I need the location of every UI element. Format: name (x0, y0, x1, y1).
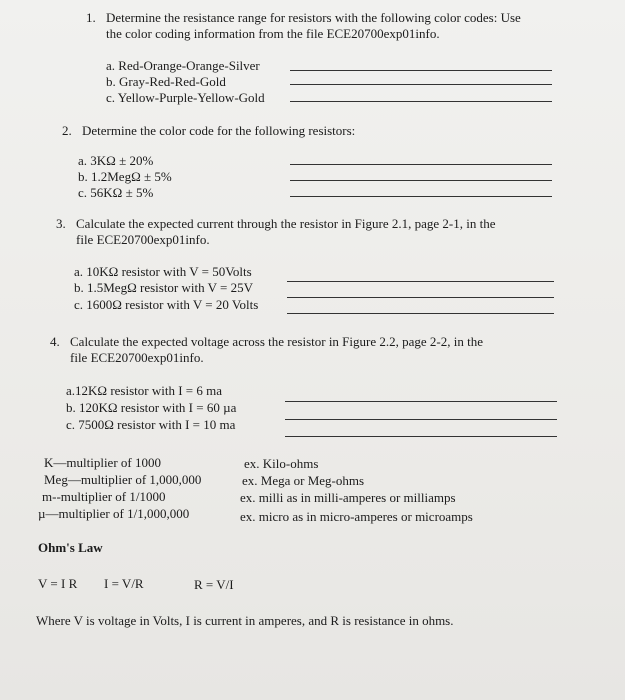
q2-answer-line-c (290, 196, 552, 197)
q3-answer-line-b (287, 297, 554, 298)
q4-text-line2: file ECE20700exp01info. (70, 350, 204, 365)
multiplier-term-micro: µ—multiplier of 1/1,000,000 (38, 506, 190, 521)
q2-item-c: c. 56KΩ ± 5% (78, 185, 154, 200)
q1-answer-line-b (290, 84, 552, 85)
q3-item-a: a. 10KΩ resistor with V = 50Volts (74, 264, 252, 279)
q1-item-a: a. Red-Orange-Orange-Silver (106, 58, 260, 73)
ohms-law-heading: Ohm's Law (38, 540, 103, 555)
q4-answer-line-a (285, 401, 557, 402)
q3-item-b: b. 1.5MegΩ resistor with V = 25V (74, 280, 254, 295)
q1-answer-line-c (290, 101, 552, 102)
q3-item-c: c. 1600Ω resistor with V = 20 Volts (74, 297, 259, 312)
q3-text-line2: file ECE20700exp01info. (76, 232, 210, 247)
q1-item-b: b. Gray-Red-Red-Gold (106, 74, 226, 89)
q3-answer-line-a (287, 281, 554, 282)
q1-number: 1. (86, 10, 96, 25)
q4-item-c: c. 7500Ω resistor with I = 10 ma (66, 417, 236, 432)
multiplier-example-milli: ex. milli as in milli-amperes or milliamps (240, 490, 456, 505)
multiplier-example-micro: ex. micro as in micro-amperes or microamps (240, 509, 473, 524)
q3-number: 3. (56, 216, 66, 231)
q2-item-b: b. 1.2MegΩ ± 5% (78, 169, 172, 184)
q4-text-line1: Calculate the expected voltage across the resistor in Figure 2.2, page 2-2, in the (70, 334, 483, 349)
q4-item-a: a.12KΩ resistor with I = 6 ma (66, 383, 222, 398)
q3-text-line1: Calculate the expected current through the resistor in Figure 2.1, page 2-1, in the (76, 216, 496, 231)
ohms-equation-v: V = I R (38, 576, 78, 591)
q3-answer-line-c (287, 313, 554, 314)
q1-text-line1: Determine the resistance range for resistors with the following color codes: Use (106, 10, 521, 25)
ohms-equation-r: R = V/I (194, 577, 234, 592)
q2-answer-line-b (290, 180, 552, 181)
multiplier-example-kilo: ex. Kilo-ohms (244, 456, 319, 471)
q2-answer-line-a (290, 164, 552, 165)
multiplier-term-milli: m--multiplier of 1/1000 (42, 489, 166, 504)
multiplier-term-kilo: K—multiplier of 1000 (44, 455, 161, 470)
q2-text-line1: Determine the color code for the following resistors: (82, 123, 356, 138)
multiplier-term-mega: Meg—multiplier of 1,000,000 (44, 472, 202, 487)
q4-answer-line-c (285, 436, 557, 437)
q4-item-b: b. 120KΩ resistor with I = 60 µa (66, 400, 237, 415)
q4-number: 4. (50, 334, 60, 349)
q1-item-c: c. Yellow-Purple-Yellow-Gold (106, 90, 265, 105)
ohms-equation-i: I = V/R (104, 576, 144, 591)
q2-number: 2. (62, 123, 72, 138)
q1-answer-line-a (290, 70, 552, 71)
q4-answer-line-b (285, 419, 557, 420)
q1-text-line2: the color coding information from the file ECE20700exp01info. (106, 26, 440, 41)
multiplier-example-mega: ex. Mega or Meg-ohms (242, 473, 365, 488)
q2-item-a: a. 3KΩ ± 20% (78, 153, 154, 168)
ohms-law-note: Where V is voltage in Volts, I is current in amperes, and R is resistance in ohms. (36, 613, 454, 628)
